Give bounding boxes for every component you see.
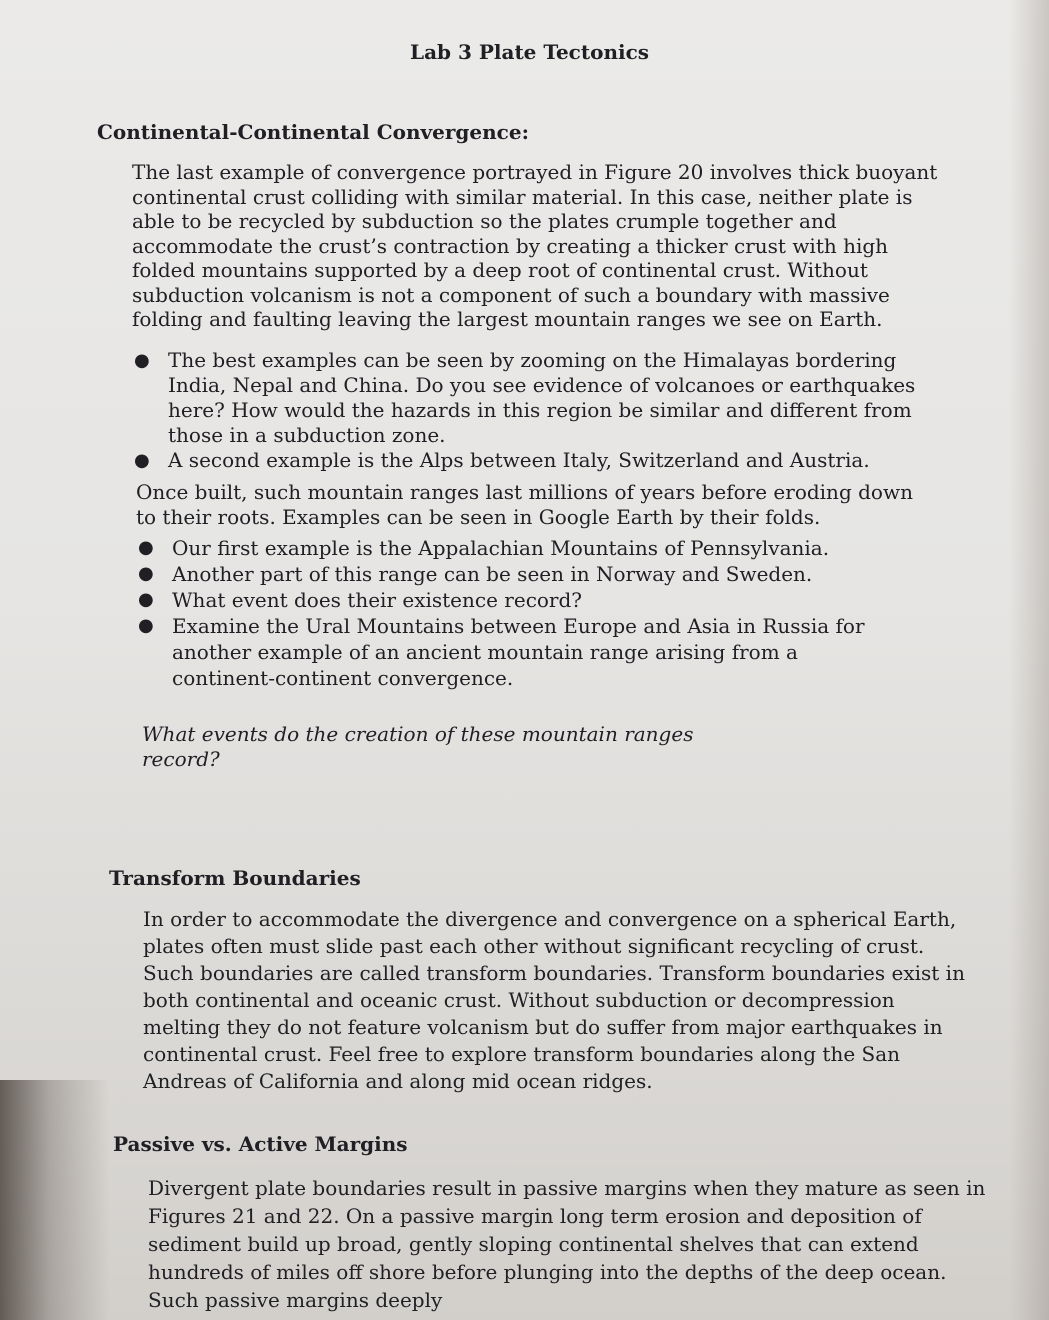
bullet-text: The best examples can be seen by zooming on the Himalayas bordering India, Nepal and China. Do you see evidence of volcanoes or earthquakes here? How would the hazards in this region be similar and different from those in a subduction zone.: [168, 348, 916, 447]
mountain-ranges-paragraph: Once built, such mountain ranges last millions of years before eroding down to their roots. Examples can be seen in Google Earth by their folds.: [136, 480, 913, 529]
bullet-icon: ●: [138, 589, 154, 610]
list-item: [138, 561, 892, 587]
bullet-text: Another part of this range can be seen in Norway and Sweden.: [172, 562, 813, 586]
list-item: [134, 448, 958, 473]
section-heading-transform-boundaries: Transform Boundaries: [109, 866, 361, 890]
page-shadow: [0, 1080, 110, 1320]
ancient-ranges-bullet-list: [138, 535, 892, 691]
convergence-paragraph: The last example of convergence portrayed in Figure 20 involves thick buoyant continental crust colliding with similar material. In this case, neither plate is able to be recycled by subduction so the plates crumple together and accommodate the crust’s contraction by creating a thicker crust with high folded mountains supported by a deep root of continental crust. Without subduction volcanism is not a component of such a boundary with massive folding and faulting leaving the largest mountain ranges we see on Earth.: [132, 160, 938, 331]
bullet-text: A second example is the Alps between Italy, Switzerland and Austria.: [168, 448, 870, 472]
list-item: [138, 587, 892, 613]
bullet-icon: ●: [134, 450, 150, 471]
page-edge-shadow: [1009, 0, 1049, 1320]
section-heading-passive-active-margins: Passive vs. Active Margins: [113, 1132, 408, 1156]
bullet-icon: ●: [134, 350, 150, 371]
section-heading-continental-convergence: Continental-Continental Convergence:: [97, 120, 529, 144]
list-item: [134, 348, 958, 448]
mountain-ranges-question: What events do the creation of these mountain ranges record?: [142, 722, 694, 771]
bullet-text: Examine the Ural Mountains between Europe and Asia in Russia for another example of an ancient mountain range arising from a continent-continent convergence.: [172, 614, 865, 690]
bullet-text: What event does their existence record?: [172, 588, 583, 612]
page-title: Lab 3 Plate Tectonics: [410, 40, 650, 64]
bullet-text: Our first example is the Appalachian Mountains of Pennsylvania.: [172, 536, 830, 560]
list-item: [138, 613, 892, 691]
list-item: [138, 535, 892, 561]
transform-boundaries-paragraph: In order to accommodate the divergence and convergence on a spherical Earth, plates often must slide past each other without significant recycling of crust. Such boundaries are called transform boundaries. Transform boundaries exist in both continental and oceanic crust. Without subduction or decompression melting they do not feature volcanism but do suffer from major earthquakes in continental crust. Feel free to explore transform boundaries along the San Andreas of California and along mid ocean ridges.: [143, 907, 965, 1093]
bullet-icon: ●: [138, 615, 154, 636]
passive-margins-paragraph: Divergent plate boundaries result in passive margins when they mature as seen in Figures 21 and 22. On a passive margin long term erosion and deposition of sediment build up broad, gently sloping continental shelves that can extend hundreds of miles off shore before plunging into the depths of the deep ocean. Such passive margins deeply: [148, 1176, 986, 1312]
examples-bullet-list: [134, 348, 958, 473]
bullet-icon: ●: [138, 537, 154, 558]
bullet-icon: ●: [138, 563, 154, 584]
